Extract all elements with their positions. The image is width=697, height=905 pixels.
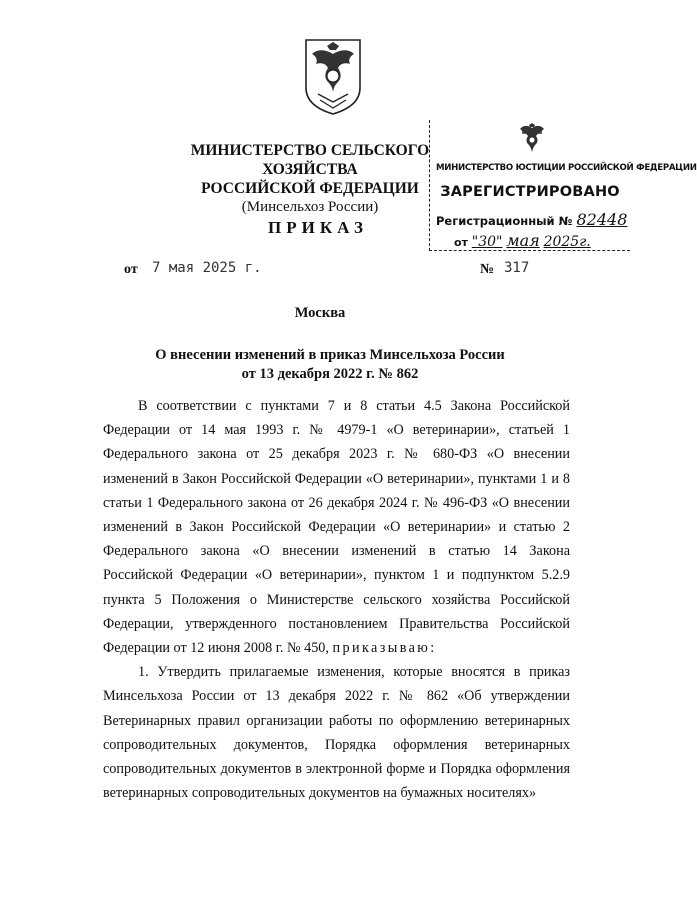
ministry-header [160,141,460,217]
stamp-date-month: мая [506,231,540,250]
subject-line2: от 13 декабря 2022 г. № 862 [241,366,419,382]
preamble-paragraph [103,394,570,660]
document-type-title: ПРИКАЗ [268,218,368,237]
ministry-name-line2: РОССИЙСКОЙ ФЕДЕРАЦИИ [201,180,419,197]
order-date: 7 мая 2025 г. [152,260,262,276]
order-keyword: приказываю: [332,640,437,657]
registration-stamp [429,120,697,251]
stamp-date-year: 2025г. [543,234,591,250]
stamp-organization: МИНИСТЕРСТВО ЮСТИЦИИ РОССИЙСКОЙ ФЕДЕРАЦИИ [436,163,697,173]
order-date-label: от [124,262,138,277]
order-number-label: № [480,262,495,277]
order-number: 317 [504,260,530,276]
order-subject [120,346,540,384]
stamp-date-prefix: от [454,236,468,249]
order-body [103,394,570,805]
stamp-emblem-icon [516,122,548,158]
item-1-paragraph: 1. Утвердить прилагаемые изменения, которые вносятся в приказ Минсельхоза России от 13 декабря 2022 г. № 862 «Об утверждении Ветеринарных правил организации работы по оформлению ветеринарных сопроводительных документов, Порядка оформления ветеринарных сопроводительных документов в электронной форме и Порядка оформления ветеринарных сопроводительных документов на бумажных носителях» [103,664,570,802]
stamp-date-line [454,231,630,250]
stamp-reg-label: Регистрационный № [436,214,573,228]
stamp-registration-line [436,210,630,229]
ministry-name-line1: МИНИСТЕРСТВО СЕЛЬСКОГО ХОЗЯЙСТВА [190,142,430,178]
preamble-text: В соответствии с пунктами 7 и 8 статьи 4.5 Закона Российской Федерации от 14 мая 1993 г. № 4979-1 «О ветеринарии», статьей 1 Федерального закона от 25 декабря 2023 г. № 680-ФЗ «О внесении изменений в Закон Российской Федерации «О ветеринарии», пунктами 1 и 8 статьи 1 Федерального закона от 26 декабря 2024 г. № 496-ФЗ «О внесении изменений в Закон Российской Федерации «О ветеринарии» и статью 2 Федерального закона «О внесении изменений в статью 14 Закона Российской Федерации «О ветеринарии», пунктом 1 и подпунктом 5.2.9 пункта 5 Положения о Министерстве сельского хозяйства Российской Федерации, утвержденного постановлением Правительства Российской Федерации от 12 июня 2008 г. № 450, [103,398,570,657]
state-emblem-icon [298,36,368,116]
subject-line1: О внесении изменений в приказ Минсельхоза России [155,347,505,363]
city: Москва [294,305,346,321]
stamp-reg-number: 82448 [576,210,628,229]
ministry-short-name: (Минсельхоз России) [241,199,379,215]
stamp-date-day: "30" [471,234,503,250]
stamp-status: ЗАРЕГИСТРИРОВАНО [440,184,620,200]
